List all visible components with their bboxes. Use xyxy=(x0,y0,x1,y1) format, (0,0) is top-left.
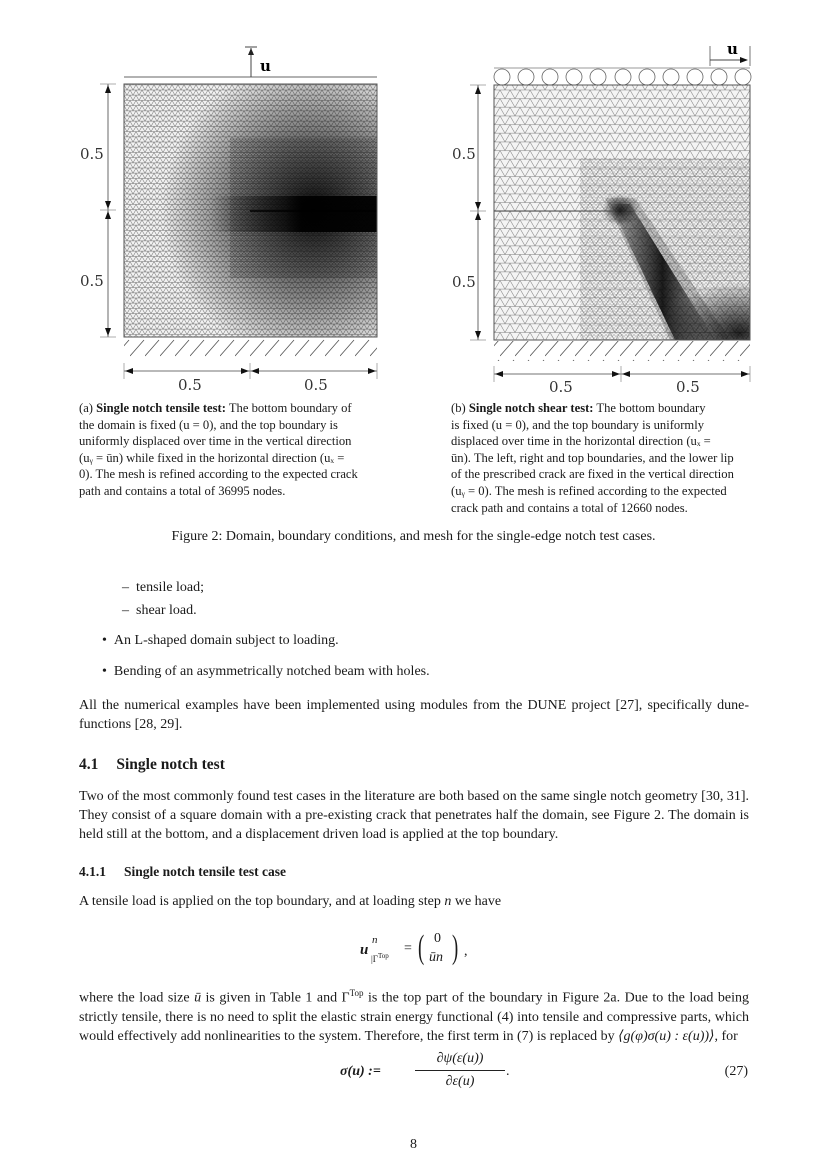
list-subitem-tensile: – tensile load; xyxy=(122,580,205,595)
load-label-a: u xyxy=(260,57,271,75)
equation-number-27: (27) xyxy=(724,1064,748,1079)
load-label-b: u xyxy=(727,40,738,58)
dash-bullet: – xyxy=(122,580,136,595)
dim-left-top-a: 0.5 xyxy=(80,145,104,163)
caption-b-title: Single notch shear test: xyxy=(468,401,594,415)
paragraph-dune: All the numerical examples have been implemented using modules from the DUNE project [27], specifically dune-functions [28, 29]. xyxy=(79,698,749,732)
list-item-l-shaped: • An L-shaped domain subject to loading. xyxy=(102,633,339,648)
section-heading-4-1-1: 4.1.1 Single notch tensile test case xyxy=(79,864,286,879)
equation-boundary-condition: u n $|\Gamma^{Top}$ = ( 0 ūn ) , xyxy=(360,929,468,966)
caption-a-title: Single notch tensile test: xyxy=(96,401,226,415)
section-heading-4-1: 4.1 Single notch test xyxy=(79,756,225,773)
dim-left-top-b: 0.5 xyxy=(452,145,476,163)
paragraph-intro: Two of the most commonly found test cases in the literature are both based on the same single notch geometry [30, 31]. They consist of a square domain with a pre-existing crack that penetrates half the domain, see Figure 2. The domain is held still at the bottom, and a displacement driven load is applied at the top boundary. xyxy=(79,789,749,842)
figure-2b-diagram xyxy=(440,38,770,393)
dim-left-bottom-b: 0.5 xyxy=(452,273,476,291)
figure-caption: Figure 2: Domain, boundary conditions, and mesh for the single-edge notch test cases. xyxy=(171,529,656,544)
list-item-bending: • Bending of an asymmetrically notched beam with holes. xyxy=(102,664,430,679)
subfigure-caption-b: (b) Single notch shear test: The bottom boundary is fixed (u = 0), and the top boundary is uniformly displaced over time in the horizontal direction (uₓ = ūn). The left, right and top boundaries, and the lower lip of the prescribed crack are fixed in the vertical direction (uᵧ = 0). The mesh is refined according to the expected crack path and contains a total of 12660 nodes. xyxy=(451,401,734,515)
paragraph-where: where the load size ū is given in Table 1 and $\Gamma^{Top}$ is the top part of the boundary in Figure 2a. Due to the load being strictly tensile, there is no need to split the elastic strain energy functional (4) into tensile and compressive parts, which would effectively add nonlinearities to the system. Therefore, the first term in (7) is replaced by ⟨g(φ)σ(u) : ε(u))⟩, for xyxy=(79,988,749,1044)
list-subitem-shear: – shear load. xyxy=(122,603,197,618)
dim-bottom-right-b: 0.5 xyxy=(676,378,700,393)
equation-27: σ(u) := ∂ψ(ε(u)) ∂ε(u) . xyxy=(340,1051,510,1089)
dim-bottom-left-b: 0.5 xyxy=(549,378,573,393)
subfigure-caption-a: (a) Single notch tensile test: The bottom boundary of the domain is fixed (u = 0), and the top boundary is uniformly displaced over time in the vertical direction (uᵧ = ūn) while fixed in the horizontal direction (uₓ = 0). The mesh is refined according to the expected crack path and contains a total of 36995 nodes. xyxy=(79,401,358,498)
dim-bottom-left-a: 0.5 xyxy=(178,376,202,393)
paragraph-tensile-intro: A tensile load is applied on the top boundary, and at loading step n we have xyxy=(79,894,502,909)
bullet-dot: • xyxy=(102,664,114,679)
page-number: 8 xyxy=(410,1137,417,1152)
dim-bottom-right-a: 0.5 xyxy=(304,376,328,393)
figure-2a-diagram xyxy=(70,38,400,393)
dim-left-bottom-a: 0.5 xyxy=(80,272,104,290)
dash-bullet: – xyxy=(122,603,136,618)
bullet-dot: • xyxy=(102,633,114,648)
